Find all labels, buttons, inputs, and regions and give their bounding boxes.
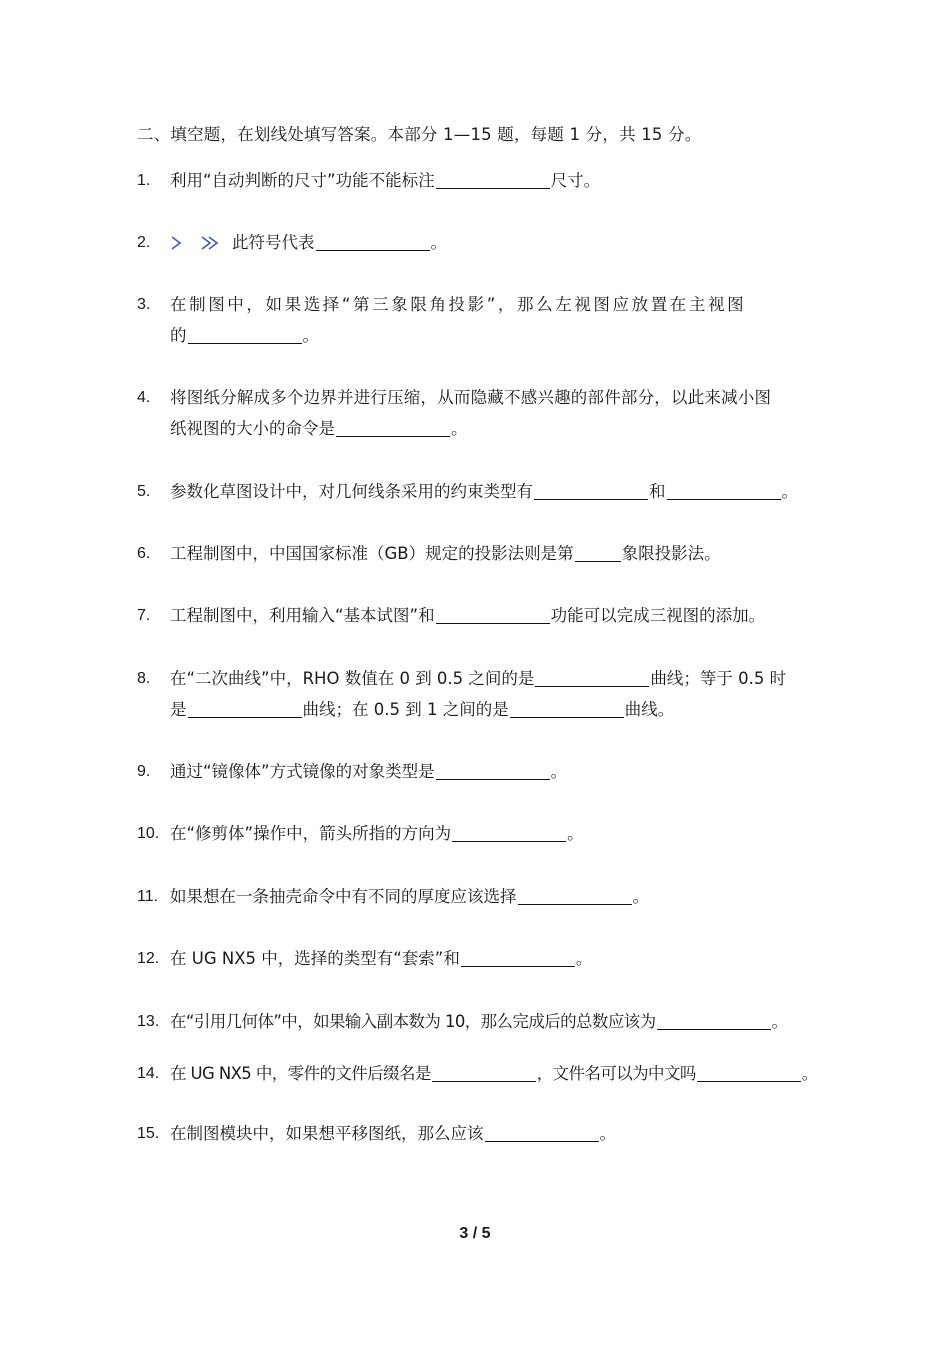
question-3: 3. 在制图中，如果选择“第三象限角投影”，那么左视图应放置在主视图 的 。 xyxy=(137,289,867,351)
question-number: 3. xyxy=(137,296,151,313)
answer-blank[interactable] xyxy=(667,479,781,500)
answer-blank[interactable] xyxy=(436,603,550,624)
question-8: 8. 在“二次曲线”中，RHO 数值在 0 到 0.5 之间的是 曲线；等于 0.5 时 是 曲线；在 0.5 到 1 之间的是 曲线。 xyxy=(137,663,867,725)
question-4: 4. 将图纸分解成多个边界并进行压缩，从而隐藏不感兴趣的部件部分，以此来减小图 纸视图的大小的命令是 。 xyxy=(137,382,867,444)
question-number: 1. xyxy=(137,172,151,189)
question-number: 15. xyxy=(137,1125,160,1142)
answer-blank[interactable] xyxy=(436,759,550,780)
question-14: 14. 在 UG NX5 中，零件的文件后缀名是 ，文件名可以为中文吗 。 xyxy=(137,1058,867,1089)
question-12: 12. 在 UG NX5 中，选择的类型有“套索”和 。 xyxy=(137,943,867,974)
answer-blank[interactable] xyxy=(657,1009,771,1030)
answer-blank[interactable] xyxy=(436,168,550,189)
answer-blank[interactable] xyxy=(452,821,566,842)
chevron-symbols-icon xyxy=(170,234,228,252)
question-number: 5. xyxy=(137,483,151,500)
question-number: 10. xyxy=(137,825,160,842)
question-number: 8. xyxy=(137,670,151,687)
answer-blank[interactable] xyxy=(534,479,648,500)
question-number: 4. xyxy=(137,389,151,406)
question-1: 1. 利用“自动判断的尺寸”功能不能标注 尺寸。 xyxy=(137,165,867,196)
section-heading: 二、填空题，在划线处填写答案。本部分 1—15 题，每题 1 分，共 15 分。 xyxy=(137,125,702,144)
question-number: 6. xyxy=(137,545,151,562)
question-number: 9. xyxy=(137,763,151,780)
question-9: 9. 通过“镜像体”方式镜像的对象类型是 。 xyxy=(137,756,867,787)
question-10: 10. 在“修剪体”操作中，箭头所指的方向为 。 xyxy=(137,818,867,849)
answer-blank[interactable] xyxy=(518,884,632,905)
question-13: 13. 在“引用几何体”中，如果输入副本数为 10，那么完成后的总数应该为 。 xyxy=(137,1006,867,1037)
answer-blank[interactable] xyxy=(461,946,575,967)
answer-blank[interactable] xyxy=(188,323,302,344)
question-2: 2. 此符号代表 。 xyxy=(137,227,867,258)
answer-blank[interactable] xyxy=(188,697,302,718)
answer-blank[interactable] xyxy=(432,1061,536,1082)
question-15: 15. 在制图模块中，如果想平移图纸，那么应该 。 xyxy=(137,1118,867,1149)
answer-blank[interactable] xyxy=(336,416,450,437)
question-number: 11. xyxy=(137,888,159,905)
question-11: 11. 如果想在一条抽壳命令中有不同的厚度应该选择 。 xyxy=(137,881,867,912)
question-5: 5. 参数化草图设计中，对几何线条采用的约束类型有 和 。 xyxy=(137,476,867,507)
question-number: 14. xyxy=(137,1065,160,1082)
answer-blank[interactable] xyxy=(697,1061,801,1082)
answer-blank[interactable] xyxy=(510,697,624,718)
answer-blank[interactable] xyxy=(316,230,430,251)
single-chevron-right-icon xyxy=(172,237,180,249)
answer-blank[interactable] xyxy=(485,1121,599,1142)
question-number: 2. xyxy=(137,234,151,251)
question-number: 13. xyxy=(137,1013,160,1030)
page-number: 3 / 5 xyxy=(459,1225,491,1242)
double-chevron-right-icon xyxy=(202,237,210,249)
question-number: 7. xyxy=(137,607,151,624)
question-6: 6. 工程制图中，中国国家标准（GB）规定的投影法则是第 象限投影法。 xyxy=(137,538,867,569)
question-7: 7. 工程制图中，利用输入“基本试图”和 功能可以完成三视图的添加。 xyxy=(137,600,867,631)
answer-blank[interactable] xyxy=(535,666,649,687)
question-number: 12. xyxy=(137,950,160,967)
answer-blank[interactable] xyxy=(575,541,621,562)
